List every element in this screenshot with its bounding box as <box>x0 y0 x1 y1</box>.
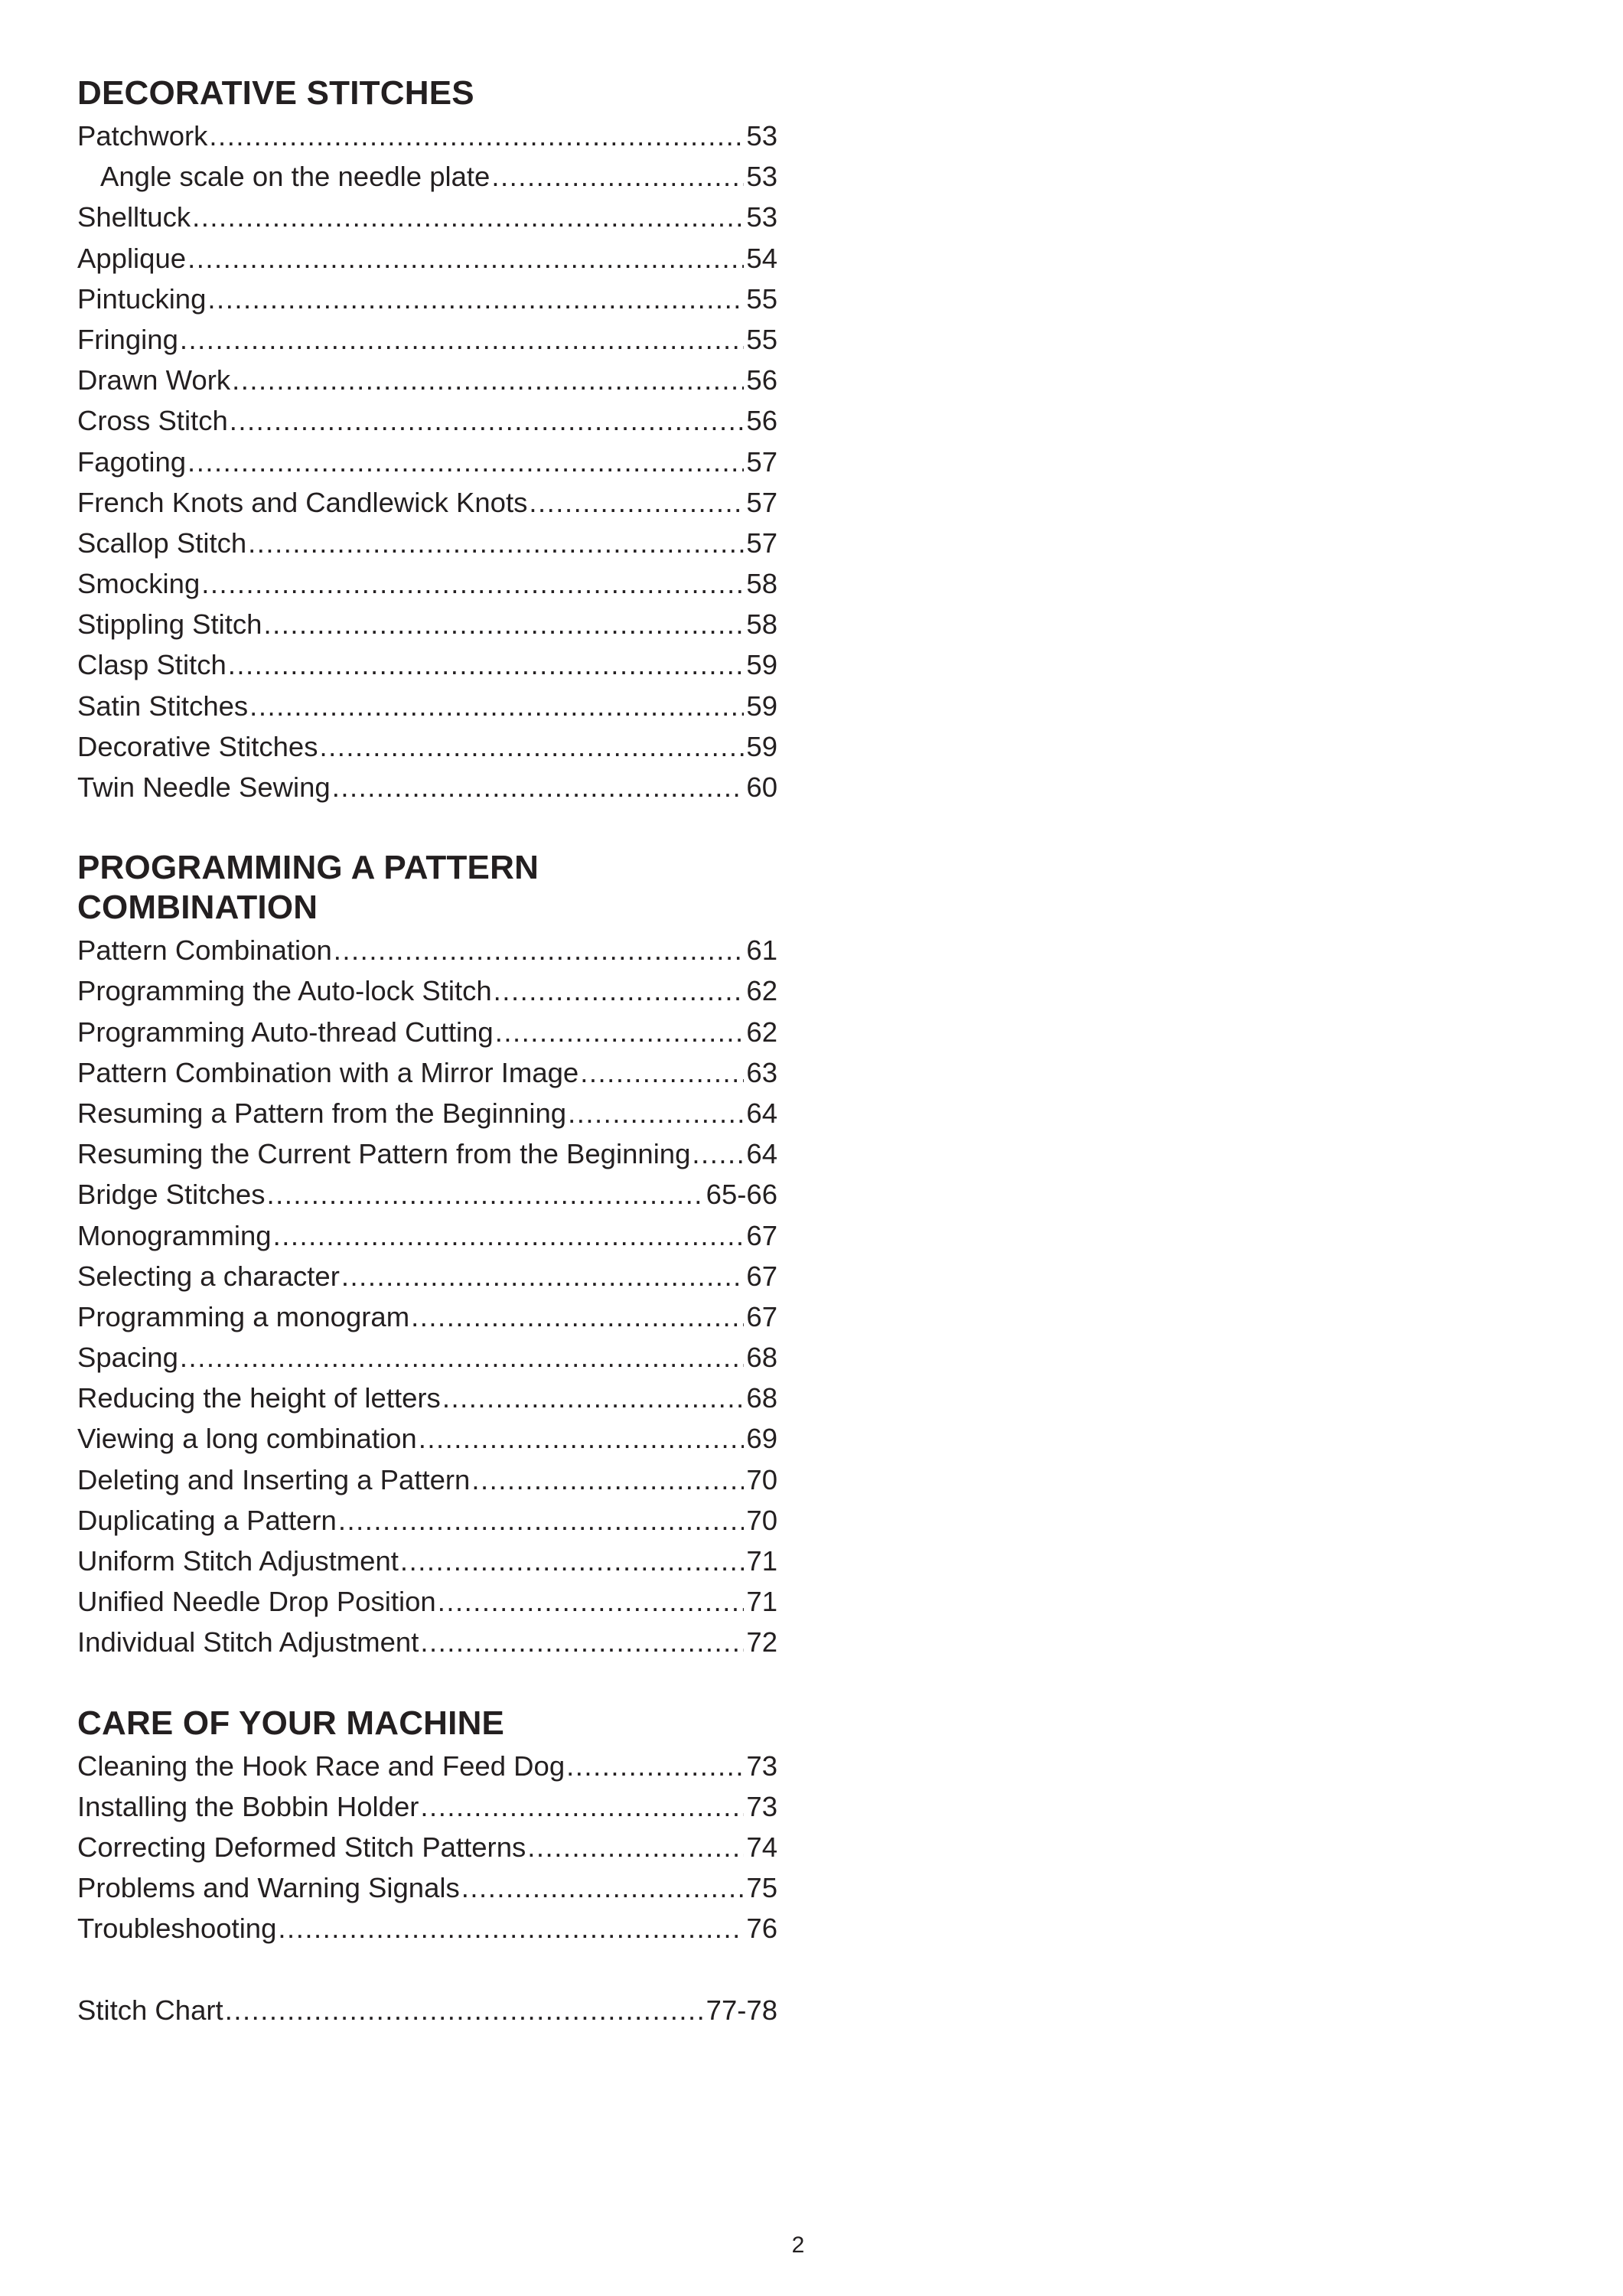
entry-label: Programming a monogram <box>77 1300 410 1332</box>
entry-page: 55 <box>746 323 777 355</box>
entry-label: Fringing <box>77 323 178 355</box>
entry-page: 68 <box>746 1342 777 1374</box>
entry-page: 54 <box>746 242 777 274</box>
toc-entry[interactable] <box>77 1256 777 1296</box>
dot-leader <box>209 116 744 156</box>
toc-entry[interactable] <box>77 197 777 237</box>
toc-entry[interactable] <box>77 1746 777 1786</box>
entry-page: 64 <box>746 1138 777 1170</box>
entry-page: 67 <box>746 1260 777 1292</box>
entry-page: 58 <box>746 608 777 641</box>
toc-entry[interactable] <box>77 1827 777 1867</box>
dot-leader <box>187 238 744 279</box>
entry-label: Pintucking <box>77 282 207 315</box>
dot-leader <box>491 156 744 197</box>
entry-page: 56 <box>746 364 777 396</box>
toc-entry[interactable] <box>77 604 777 644</box>
toc-entry[interactable] <box>77 1093 777 1133</box>
section-title-line: PROGRAMMING A PATTERN <box>77 849 539 887</box>
dot-leader <box>334 930 745 970</box>
entry-page: 69 <box>746 1423 777 1455</box>
dot-leader <box>419 1418 745 1459</box>
entry-label: Cross Stitch <box>77 405 228 437</box>
entry-label: Applique <box>77 242 187 274</box>
dot-leader <box>494 970 745 1011</box>
entry-page: 57 <box>746 445 777 478</box>
section-title-line: COMBINATION <box>77 889 318 927</box>
toc-entry[interactable] <box>77 1174 777 1215</box>
entry-page: 67 <box>746 1300 777 1332</box>
entry-page: 57 <box>746 486 777 518</box>
entry-page: 70 <box>746 1504 777 1536</box>
dot-leader <box>230 400 745 441</box>
entry-label: Shelltuck <box>77 201 191 233</box>
entry-label: Satin Stitches <box>77 690 249 722</box>
toc-entry[interactable] <box>77 1012 777 1052</box>
dot-leader <box>411 1296 744 1337</box>
toc-entry[interactable] <box>77 1296 777 1337</box>
toc-section-decorative-stitches <box>77 73 777 807</box>
dot-leader <box>273 1215 745 1256</box>
entry-page: 61 <box>746 934 777 967</box>
entry-page: 60 <box>746 771 777 803</box>
dot-leader <box>319 726 744 767</box>
entry-page: 58 <box>746 568 777 600</box>
toc-entry[interactable] <box>77 1133 777 1174</box>
entry-page: 72 <box>746 1626 777 1658</box>
entry-label: Individual Stitch Adjustment <box>77 1626 419 1658</box>
entry-label: Duplicating a Pattern <box>77 1504 337 1536</box>
entry-page: 76 <box>746 1913 777 1945</box>
dot-leader <box>568 1093 744 1133</box>
entry-page: 59 <box>746 649 777 681</box>
toc-entry[interactable] <box>77 1541 777 1581</box>
toc-entry[interactable] <box>77 482 777 523</box>
entry-label: Reducing the height of letters <box>77 1382 441 1414</box>
table-of-contents <box>77 73 777 2030</box>
entry-label: Smocking <box>77 568 200 600</box>
entry-page: 73 <box>746 1790 777 1822</box>
toc-entry[interactable] <box>77 686 777 726</box>
toc-entry[interactable] <box>77 1418 777 1459</box>
entry-label: Deleting and Inserting a Pattern <box>77 1463 471 1495</box>
entry-page: 59 <box>746 730 777 762</box>
entry-page: 59 <box>746 690 777 722</box>
entry-label: Stitch Chart <box>77 1994 223 2026</box>
entry-label: Uniform Stitch Adjustment <box>77 1545 399 1577</box>
toc-section-care-of-your-machine <box>77 1704 777 1949</box>
entry-label: Resuming the Current Pattern from the Beginning <box>77 1138 691 1170</box>
toc-entry[interactable] <box>77 1500 777 1541</box>
dot-leader <box>332 767 745 807</box>
entry-page: 74 <box>746 1831 777 1863</box>
entry-label: Monogramming <box>77 1219 272 1251</box>
dot-leader <box>187 442 744 482</box>
entry-label: Fagoting <box>77 445 187 478</box>
dot-leader <box>225 1990 704 2030</box>
entry-label: Problems and Warning Signals <box>77 1872 460 1904</box>
dot-leader <box>471 1459 744 1500</box>
entry-page: 53 <box>746 120 777 152</box>
entry-label: Programming Auto-thread Cutting <box>77 1016 494 1048</box>
entry-label: Cleaning the Hook Race and Feed Dog <box>77 1750 565 1782</box>
toc-entry[interactable] <box>77 644 777 685</box>
dot-leader <box>420 1786 744 1827</box>
dot-leader <box>566 1746 744 1786</box>
toc-entry[interactable] <box>77 360 777 400</box>
toc-entry[interactable] <box>77 1337 777 1378</box>
entry-page: 73 <box>746 1750 777 1782</box>
toc-entry[interactable] <box>77 523 777 563</box>
dot-leader <box>442 1378 745 1418</box>
entry-page: 71 <box>746 1586 777 1618</box>
entry-page: 53 <box>746 161 777 193</box>
entry-label: Pattern Combination with a Mirror Image <box>77 1056 579 1088</box>
dot-leader <box>692 1133 744 1174</box>
toc-entry[interactable] <box>77 767 777 807</box>
dot-leader <box>228 644 745 685</box>
dot-leader <box>400 1541 744 1581</box>
entry-label: Clasp Stitch <box>77 649 227 681</box>
entry-page: 62 <box>746 1016 777 1048</box>
entry-label: Scallop Stitch <box>77 527 247 559</box>
entry-page: 65-66 <box>706 1179 777 1211</box>
toc-entry[interactable] <box>77 319 777 360</box>
dot-leader <box>192 197 744 237</box>
dot-leader <box>180 1337 744 1378</box>
entry-page: 68 <box>746 1382 777 1414</box>
entry-label: Correcting Deformed Stitch Patterns <box>77 1831 526 1863</box>
entry-label: Decorative Stitches <box>77 730 318 762</box>
toc-entry[interactable] <box>77 1459 777 1500</box>
entry-page: 70 <box>746 1463 777 1495</box>
dot-leader <box>180 319 745 360</box>
section-title: CARE OF YOUR MACHINE <box>77 1704 505 1742</box>
toc-entry[interactable] <box>77 1786 777 1827</box>
dot-leader <box>338 1500 745 1541</box>
toc-entry[interactable] <box>77 1622 777 1662</box>
toc-entry[interactable] <box>77 116 777 156</box>
entry-label: Stippling Stitch <box>77 608 262 641</box>
entry-page: 56 <box>746 405 777 437</box>
toc-entry[interactable] <box>77 1215 777 1256</box>
entry-label: Troubleshooting <box>77 1913 277 1945</box>
entry-label: Resuming a Pattern from the Beginning <box>77 1097 567 1129</box>
dot-leader <box>495 1012 745 1052</box>
dot-leader <box>263 604 744 644</box>
section-title <box>77 848 777 928</box>
dot-leader <box>461 1867 745 1908</box>
entry-page: 62 <box>746 975 777 1007</box>
entry-label: Twin Needle Sewing <box>77 771 331 803</box>
entry-label: Selecting a character <box>77 1260 340 1292</box>
toc-entry[interactable] <box>77 1908 777 1949</box>
entry-label: French Knots and Candlewick Knots <box>77 486 528 518</box>
dot-leader <box>527 1827 744 1867</box>
entry-page: 63 <box>746 1056 777 1088</box>
toc-entry[interactable] <box>77 1378 777 1418</box>
entry-label: Installing the Bobbin Holder <box>77 1790 419 1822</box>
dot-leader <box>248 523 744 563</box>
dot-leader <box>249 686 744 726</box>
dot-leader <box>529 482 744 523</box>
toc-entry[interactable] <box>77 970 777 1011</box>
toc-entry[interactable] <box>77 563 777 604</box>
dot-leader <box>580 1052 744 1093</box>
entry-label: Drawn Work <box>77 364 231 396</box>
toc-section-programming-a-pattern-combination <box>77 848 777 1662</box>
dot-leader <box>278 1908 744 1949</box>
entry-label: Bridge Stitches <box>77 1179 266 1211</box>
entry-label: Spacing <box>77 1342 178 1374</box>
dot-leader <box>201 563 744 604</box>
entry-page: 55 <box>746 282 777 315</box>
entry-page: 71 <box>746 1545 777 1577</box>
dot-leader <box>341 1256 745 1296</box>
dot-leader <box>207 279 744 319</box>
entry-label: Viewing a long combination <box>77 1423 417 1455</box>
dot-leader <box>266 1174 703 1215</box>
toc-entry[interactable] <box>77 400 777 441</box>
toc-entry[interactable] <box>77 442 777 482</box>
dot-leader <box>420 1622 744 1662</box>
entry-page: 67 <box>746 1219 777 1251</box>
entry-page: 77-78 <box>706 1994 777 2026</box>
entry-label: Programming the Auto-lock Stitch <box>77 975 492 1007</box>
toc-entry[interactable] <box>77 279 777 319</box>
entry-page: 53 <box>746 201 777 233</box>
entry-page: 75 <box>746 1872 777 1904</box>
toc-subentry[interactable] <box>77 156 777 197</box>
toc-entry[interactable] <box>77 1052 777 1093</box>
entry-label: Pattern Combination <box>77 934 332 967</box>
dot-leader <box>232 360 744 400</box>
section-title: DECORATIVE STITCHES <box>77 74 474 112</box>
toc-entry-stitch-chart[interactable] <box>77 1990 777 2030</box>
toc-entry[interactable] <box>77 726 777 767</box>
entry-page: 57 <box>746 527 777 559</box>
dot-leader <box>438 1581 745 1622</box>
entry-label: Angle scale on the needle plate <box>100 161 490 193</box>
page-number: 2 <box>791 2232 805 2258</box>
toc-entry[interactable] <box>77 1581 777 1622</box>
entry-label: Patchwork <box>77 120 208 152</box>
entry-page: 64 <box>746 1097 777 1129</box>
toc-entry[interactable] <box>77 930 777 970</box>
toc-entry[interactable] <box>77 238 777 279</box>
entry-label: Unified Needle Drop Position <box>77 1586 436 1618</box>
toc-entry[interactable] <box>77 1867 777 1908</box>
